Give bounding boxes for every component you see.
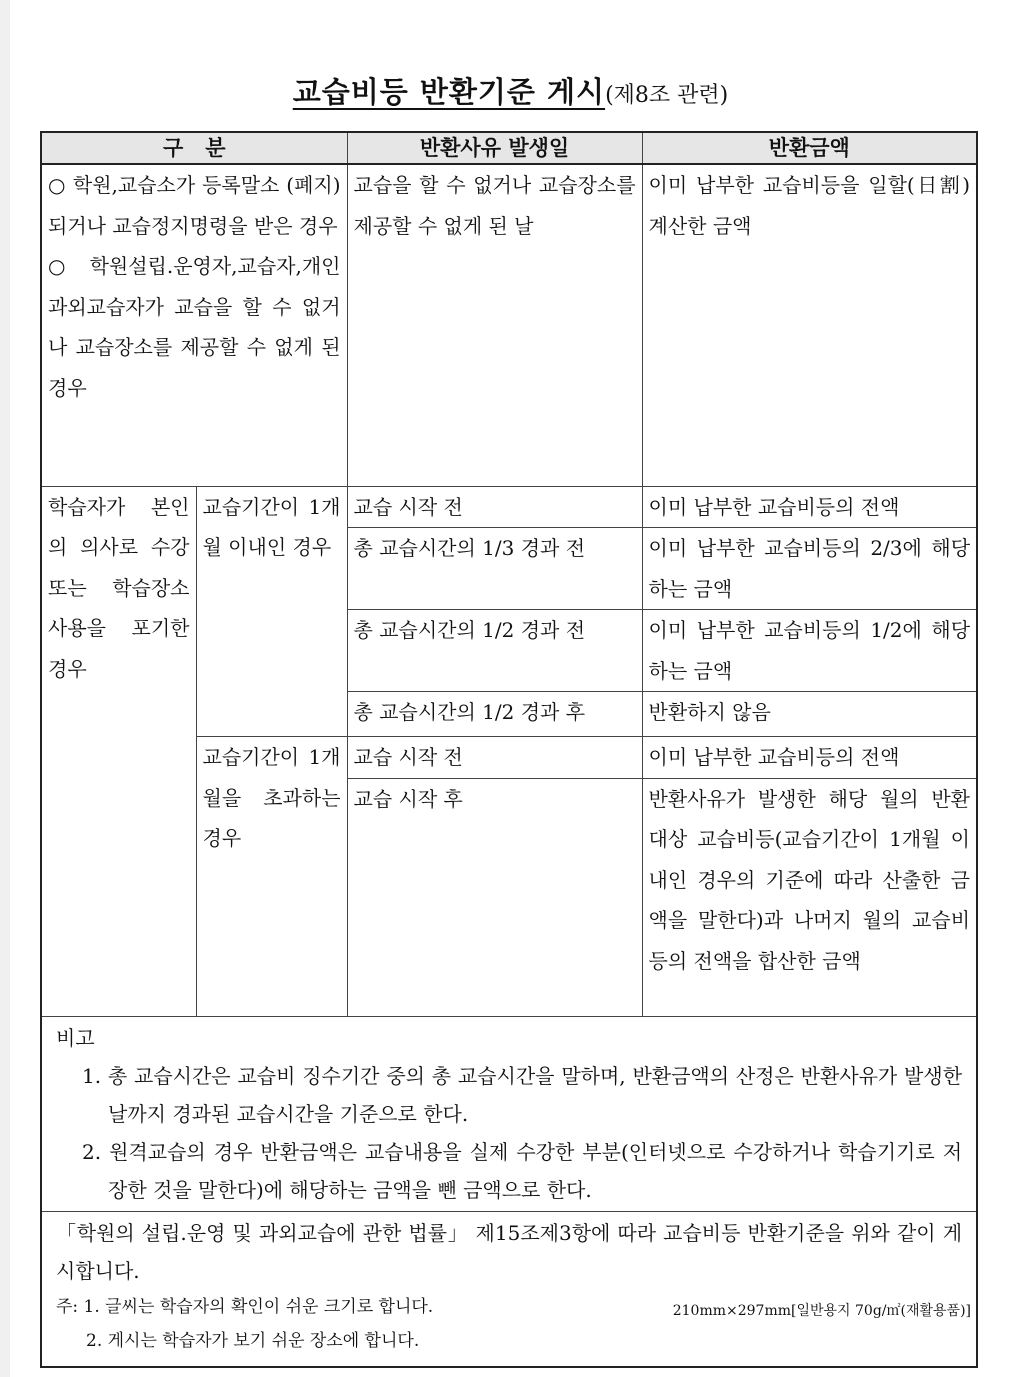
table-row: [41, 486, 977, 528]
law-statement: 「학원의 설립.운영 및 과외교습에 관한 법률」 제15조제3항에 따라 교습비등 반환기준을 위와 같이 게시합니다.: [56, 1220, 963, 1283]
document-title: [0, 70, 1021, 111]
sub2-amount-1: 반환사유가 발생한 해당 월의 반환 대상 교습비등(교습기간이 1개월 이내인 경우의 기준에 따라 산출한 금액을 말한다)과 나머지 월의 교습비등의 전액을 합산한 금액: [642, 778, 977, 1016]
sub1-date-2: 총 교습시간의 1/2 경과 전: [347, 610, 642, 692]
sub1-date-0: 교습 시작 전: [347, 486, 642, 528]
table-row: [41, 164, 977, 486]
law-cell: [41, 1211, 977, 1367]
sub1-date-3: 총 교습시간의 1/2 경과 후: [347, 692, 642, 737]
refund-table: [40, 131, 978, 1368]
sub2-amount-0: 이미 납부한 교습비등의 전액: [642, 737, 977, 779]
page-edge: [0, 0, 10, 1377]
group-label: 학습자가 본인의 의사로 수강 또는 학습장소 사용을 포기한 경우: [41, 486, 196, 1016]
remark-2: 2. 게시는 학습자가 보기 쉬운 장소에 합니다.: [86, 1330, 420, 1351]
sub1-amount-2: 이미 납부한 교습비등의 1/2에 해당하는 금액: [642, 610, 977, 692]
law-row: [41, 1211, 977, 1367]
row1-category: [41, 164, 347, 486]
note-item-2: 2. 원격교습의 경우 반환금액은 교습내용을 실제 수강한 부분(인터넷으로 수강하거나 학습기기로 저장한 것을 말한다)에 해당하는 금액을 뺀 금액으로 한다.: [82, 1139, 963, 1202]
header-category: 구 분: [41, 132, 347, 164]
remark-1: 주: 1. 글씨는 학습자의 확인이 쉬운 크기로 합니다.: [56, 1296, 434, 1317]
title-main: 교습비등 반환기준 게시: [292, 75, 606, 109]
paper-spec: 210mm×297mm[일반용지 70g/㎡(재활용품)]: [672, 1303, 971, 1319]
sub1-label: 교습기간이 1개월 이내인 경우: [196, 486, 347, 737]
notes-heading: 비고: [56, 1025, 95, 1050]
row1-category-a: ○ 학원,교습소가 등록말소 (폐지)되거나 교습정지명령을 받은 경우: [48, 173, 341, 238]
row1-date: 교습을 할 수 없거나 교습장소를 제공할 수 없게 된 날: [347, 164, 642, 486]
sub2-label: 교습기간이 1개월을 초과하는 경우: [196, 737, 347, 1017]
header-amount: 반환금액: [642, 132, 977, 164]
note-item-1: 1. 총 교습시간은 교습비 징수기간 중의 총 교습시간을 말하며, 반환금액의 산정은 반환사유가 발생한 날까지 경과된 교습시간을 기준으로 한다.: [82, 1063, 963, 1126]
notes-row: [41, 1016, 977, 1211]
header-date: 반환사유 발생일: [347, 132, 642, 164]
sub1-amount-0: 이미 납부한 교습비등의 전액: [642, 486, 977, 528]
table-header-row: [41, 132, 977, 164]
sub2-date-0: 교습 시작 전: [347, 737, 642, 779]
title-sub: (제8조 관련): [605, 83, 729, 108]
row1-amount: 이미 납부한 교습비등을 일할(日割) 계산한 금액: [642, 164, 977, 486]
row1-category-b: ○ 학원설립.운영자,교습자,개인과외교습자가 교습을 할 수 없거나 교습장소를 제공할 수 없게 된 경우: [48, 254, 341, 400]
sub1-amount-3: 반환하지 않음: [642, 692, 977, 737]
notes-cell: [41, 1016, 977, 1211]
sub1-amount-1: 이미 납부한 교습비등의 2/3에 해당하는 금액: [642, 528, 977, 610]
sub2-date-1: 교습 시작 후: [347, 778, 642, 1016]
sub1-date-1: 총 교습시간의 1/3 경과 전: [347, 528, 642, 610]
